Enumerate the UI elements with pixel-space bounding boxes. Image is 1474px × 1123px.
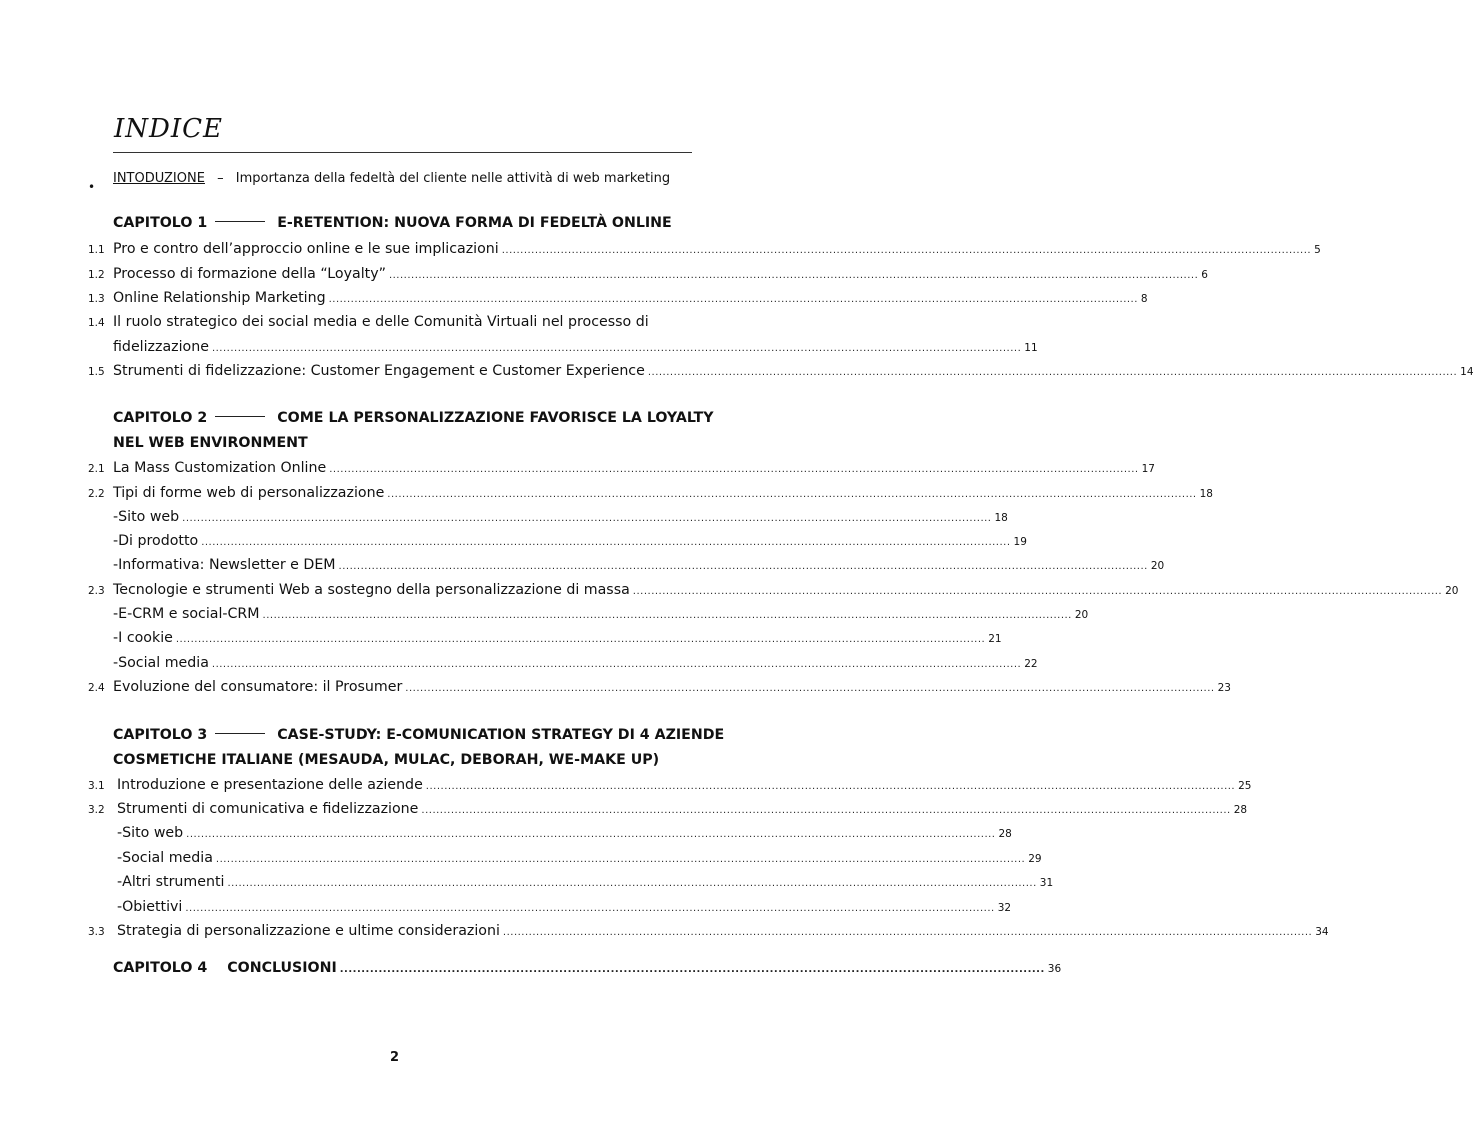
page-number: 2 — [390, 1050, 400, 1065]
chapter-title: CASE-STUDY: E-COMUNICATION STRATEGY DI 4 AZIENDE — [277, 727, 725, 743]
page-ref: 14 — [1460, 366, 1474, 378]
chapter-4-heading[interactable] — [113, 958, 1062, 978]
entry-number: 2.2 — [88, 488, 105, 500]
subentry-dash: - — [117, 874, 123, 890]
chapter-2-heading-cont: NEL WEB ENVIRONMENT — [113, 435, 308, 451]
page-ref: 18 — [994, 512, 1008, 524]
leader-dots: ............................................................................................................................................................................................................................ — [186, 829, 996, 840]
leader-dots: ............................................................................................................................................................................................................................ — [338, 561, 1148, 572]
subentry-dash: - — [117, 825, 123, 841]
page-title: INDICE — [114, 114, 224, 144]
leader-dots: ............................................................................................................................................................................................................................ — [329, 464, 1139, 475]
page-ref: 19 — [1013, 536, 1027, 548]
entry-number: 1.4 — [88, 317, 105, 329]
entry-text: Introduzione e presentazione delle aziende — [117, 777, 423, 793]
chapter-3-heading-cont: COSMETICHE ITALIANE (MESAUDA, MULAC, DEBORAH, WE-MAKE UP) — [113, 752, 660, 768]
leader-dots: ............................................................................................................................................................................................................................ — [632, 586, 1443, 597]
toc-subentry[interactable] — [117, 872, 1054, 892]
leader-dots: ............................................................................................................................................................................................................................ — [425, 781, 1236, 792]
entry-number: 3.1 — [88, 780, 105, 792]
chapter-2-heading[interactable] — [113, 408, 713, 428]
chapter-label: CAPITOLO 4 — [113, 960, 208, 976]
subentry-dash: - — [113, 630, 119, 646]
subentry-dash: - — [113, 655, 119, 671]
toc-subentry[interactable] — [117, 823, 1012, 843]
entry-number: 1.3 — [88, 293, 105, 305]
page-ref: 20 — [1150, 560, 1165, 572]
entry-number: 2.1 — [88, 463, 105, 475]
leader-dots: ............................................................................................................................................................................................................................ — [421, 805, 1231, 816]
toc-entry[interactable] — [117, 775, 1252, 795]
chapter-dash — [215, 221, 265, 222]
subentry-dash: - — [117, 899, 123, 915]
entry-text: Tipi di forme web di personalizzazione — [113, 485, 385, 501]
intro-entry[interactable] — [113, 169, 670, 189]
toc-subentry[interactable] — [113, 604, 1089, 624]
leader-dots: ............................................................................................................................................................................................................................ — [502, 927, 1313, 938]
toc-subentry[interactable] — [113, 628, 1002, 648]
entry-text: Informativa: Newsletter e DEM — [118, 557, 336, 573]
leader-dots: ............................................................................................................................................................................................................................ — [405, 683, 1215, 694]
leader-dots: ............................................................................................................................................................................................................................ — [501, 245, 1312, 256]
page-ref: 28 — [1233, 804, 1248, 816]
entry-text: Evoluzione del consumatore: il Prosumer — [113, 679, 403, 695]
leader-dots: ............................................................................................................................................................................................................................ — [201, 537, 1011, 548]
toc-subentry[interactable] — [113, 531, 1027, 551]
entry-number: 2.4 — [88, 682, 105, 694]
leader-dots: ............................................................................................................................................................................................................................ — [388, 270, 1199, 281]
page-ref: 28 — [998, 828, 1012, 840]
leader-dots: ............................................................................................................................................................................................................................ — [215, 854, 1026, 865]
entry-number: 1.2 — [88, 269, 105, 281]
toc-entry[interactable] — [113, 361, 1474, 381]
entry-text: fidelizzazione — [113, 339, 209, 355]
entry-text: Altri strumenti — [122, 874, 225, 890]
entry-text: Strategia di personalizzazione e ultime considerazioni — [117, 923, 500, 939]
chapter-dash — [215, 416, 265, 417]
leader-dots: ............................................................................................................................................................................................................................ — [227, 878, 1037, 889]
leader-dots: ............................................................................................................................................................................................................................ — [387, 489, 1197, 500]
leader-dots: ............................................................................................................................................................................................................................ — [185, 903, 995, 914]
chapter-dash — [215, 733, 265, 734]
leader-dots: .................................................................................................................................................................... — [339, 964, 1045, 975]
page-ref: 17 — [1141, 463, 1155, 475]
entry-text: Obiettivi — [122, 899, 183, 915]
title-underline — [113, 152, 692, 153]
subentry-dash: - — [117, 850, 123, 866]
page-ref: 29 — [1028, 853, 1042, 865]
page-ref: 22 — [1024, 658, 1038, 670]
page-ref: 34 — [1315, 926, 1329, 938]
entry-text: Sito web — [122, 825, 184, 841]
toc-entry[interactable] — [113, 288, 1148, 308]
leader-dots: ............................................................................................................................................................................................................................ — [211, 343, 1022, 354]
intro-separator: – — [217, 171, 224, 186]
toc-entry[interactable] — [113, 337, 1038, 357]
toc-subentry[interactable] — [113, 507, 1008, 527]
entry-text: La Mass Customization Online — [113, 460, 327, 476]
toc-entry[interactable] — [113, 458, 1155, 478]
page-ref: 23 — [1217, 682, 1231, 694]
subentry-dash: - — [113, 557, 119, 573]
toc-entry[interactable] — [117, 799, 1248, 819]
entry-text: Social media — [118, 655, 209, 671]
chapter-label: CAPITOLO 1 — [113, 215, 208, 231]
leader-dots: ............................................................................................................................................................................................................................ — [175, 634, 986, 645]
page-ref: 21 — [988, 633, 1002, 645]
page-ref: 31 — [1039, 877, 1054, 889]
toc-entry[interactable] — [113, 483, 1213, 503]
subentry-dash: - — [113, 606, 119, 622]
entry-text: I cookie — [118, 630, 173, 646]
entry-text: Online Relationship Marketing — [113, 290, 326, 306]
chapter-title: COME LA PERSONALIZZAZIONE FAVORISCE LA LOYALTY — [277, 410, 714, 426]
page-ref: 8 — [1140, 293, 1148, 305]
entry-text: Sito web — [118, 509, 180, 525]
toc-entry[interactable] — [117, 921, 1329, 941]
chapter-title: E-RETENTION: NUOVA FORMA DI FEDELTÀ ONLINE — [277, 215, 672, 231]
entry-number: 3.3 — [88, 926, 105, 938]
entry-text: Social media — [122, 850, 213, 866]
chapter-title: CONCLUSIONI — [227, 960, 337, 976]
subentry-dash: - — [113, 509, 119, 525]
chapter-1-heading[interactable] — [113, 213, 672, 233]
entry-text: Strumenti di fidelizzazione: Customer Engagement e Customer Experience — [113, 363, 645, 379]
entry-text: E-CRM e social-CRM — [118, 606, 260, 622]
toc-subentry[interactable] — [113, 653, 1038, 673]
entry-text: Processo di formazione della “Loyalty” — [113, 266, 386, 282]
leader-dots: ............................................................................................................................................................................................................................ — [182, 513, 992, 524]
intro-label: INTODUZIONE — [113, 171, 205, 186]
entry-number: 1.1 — [88, 244, 105, 256]
entry-number: 2.3 — [88, 585, 105, 597]
page-ref: 36 — [1047, 963, 1062, 975]
toc-subentry[interactable] — [117, 848, 1042, 868]
entry-number: 1.5 — [88, 366, 105, 378]
leader-dots: ............................................................................................................................................................................................................................ — [647, 367, 1458, 378]
chapter-label: CAPITOLO 3 — [113, 727, 208, 743]
bullet-icon: • — [88, 180, 96, 194]
intro-text: Importanza della fedeltà del cliente nelle attività di web marketing — [235, 171, 671, 186]
page-ref: 20 — [1445, 585, 1459, 597]
toc-entry[interactable] — [113, 239, 1321, 259]
page-ref: 32 — [997, 902, 1012, 914]
page-ref: 18 — [1199, 488, 1213, 500]
entry-text: Strumenti di comunicativa e fidelizzazione — [117, 801, 419, 817]
toc-subentry[interactable] — [117, 897, 1012, 917]
entry-text: Di prodotto — [118, 533, 199, 549]
chapter-label: CAPITOLO 2 — [113, 410, 208, 426]
toc-entry[interactable] — [113, 677, 1231, 697]
page-ref: 20 — [1074, 609, 1089, 621]
leader-dots: ............................................................................................................................................................................................................................ — [211, 659, 1022, 670]
leader-dots: ............................................................................................................................................................................................................................ — [262, 610, 1072, 621]
entry-number: 3.2 — [88, 804, 105, 816]
entry-text: Tecnologie e strumenti Web a sostegno della personalizzazione di massa — [113, 582, 630, 598]
subentry-dash: - — [113, 533, 119, 549]
entry-text: Pro e contro dell’approccio online e le sue implicazioni — [113, 241, 499, 257]
chapter-3-heading[interactable] — [113, 725, 724, 745]
toc-entry[interactable] — [113, 264, 1208, 284]
page-ref: 11 — [1024, 342, 1038, 354]
leader-dots: ............................................................................................................................................................................................................................ — [328, 294, 1138, 305]
toc-entry[interactable] — [113, 580, 1459, 600]
page-ref: 6 — [1201, 269, 1208, 281]
page-ref: 25 — [1238, 780, 1252, 792]
page-ref: 5 — [1314, 244, 1321, 256]
toc-entry-text[interactable]: Il ruolo strategico dei social media e delle Comunità Virtuali nel processo di — [113, 314, 649, 330]
toc-subentry[interactable] — [113, 555, 1165, 575]
